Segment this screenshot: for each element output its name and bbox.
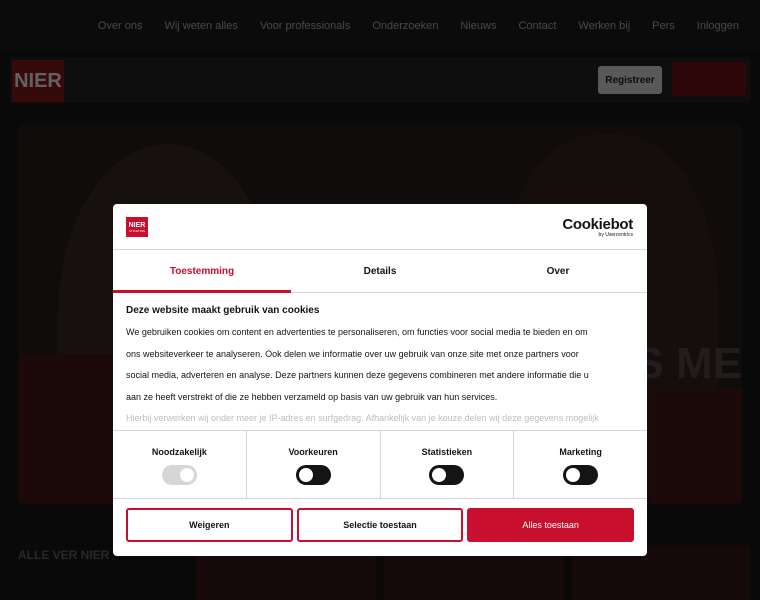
marketing-toggle[interactable] (563, 465, 598, 485)
cookiebot-logo[interactable]: Cookiebot by Usercentrics (562, 216, 633, 238)
consent-actions (126, 508, 634, 542)
category-noodzakelijk (113, 431, 247, 498)
consent-tabs (113, 251, 647, 293)
category-marketing (514, 431, 647, 498)
tab-toestemming[interactable]: Toestemming (113, 251, 291, 292)
allow-all-button[interactable]: Alles toestaan (467, 508, 634, 542)
tab-details[interactable]: Details (363, 266, 397, 277)
statistieken-toggle[interactable] (429, 465, 464, 485)
dialog-header (113, 204, 647, 250)
cookie-consent-dialog (113, 204, 647, 556)
noodzakelijk-toggle (162, 465, 197, 485)
category-label: Voorkeuren (288, 447, 338, 457)
consent-text-line: ons websiteverkeer te analyseren. Ook delen we informatie over uw gebruik van onze site met onze partners voor (126, 348, 579, 359)
consent-text-line: aan ze heeft verstrekt of die ze hebben verzameld op basis van uw gebruik van hun services. (126, 391, 498, 402)
category-label: Statistieken (421, 447, 473, 457)
category-statistieken (381, 431, 515, 498)
tab-over[interactable]: Over (546, 266, 570, 277)
nier-logo: NIER STICHTING (126, 217, 148, 237)
consent-text-line: We gebruiken cookies om content en advertenties te personaliseren, om functies voor social media te bieden en om (126, 327, 588, 337)
consent-text-line: social media, adverteren en analyse. Deze partners kunnen deze gegevens combineren met andere informatie die u (126, 370, 589, 380)
consent-categories (113, 430, 647, 499)
voorkeuren-toggle[interactable] (296, 465, 331, 485)
allow-selection-button[interactable]: Selectie toestaan (297, 508, 464, 542)
deny-button[interactable]: Weigeren (126, 508, 293, 542)
consent-text-line: Hierbij verwerken wij onder meer je IP-adres en surfgedrag. Afhankelijk van je keuze delen wij deze gegevens mogelijk (126, 413, 599, 423)
category-label: Marketing (559, 447, 602, 457)
category-label: Noodzakelijk (151, 447, 207, 457)
consent-body (126, 305, 634, 431)
consent-heading: Deze website maakt gebruik van cookies (126, 305, 320, 316)
category-voorkeuren (247, 431, 381, 498)
